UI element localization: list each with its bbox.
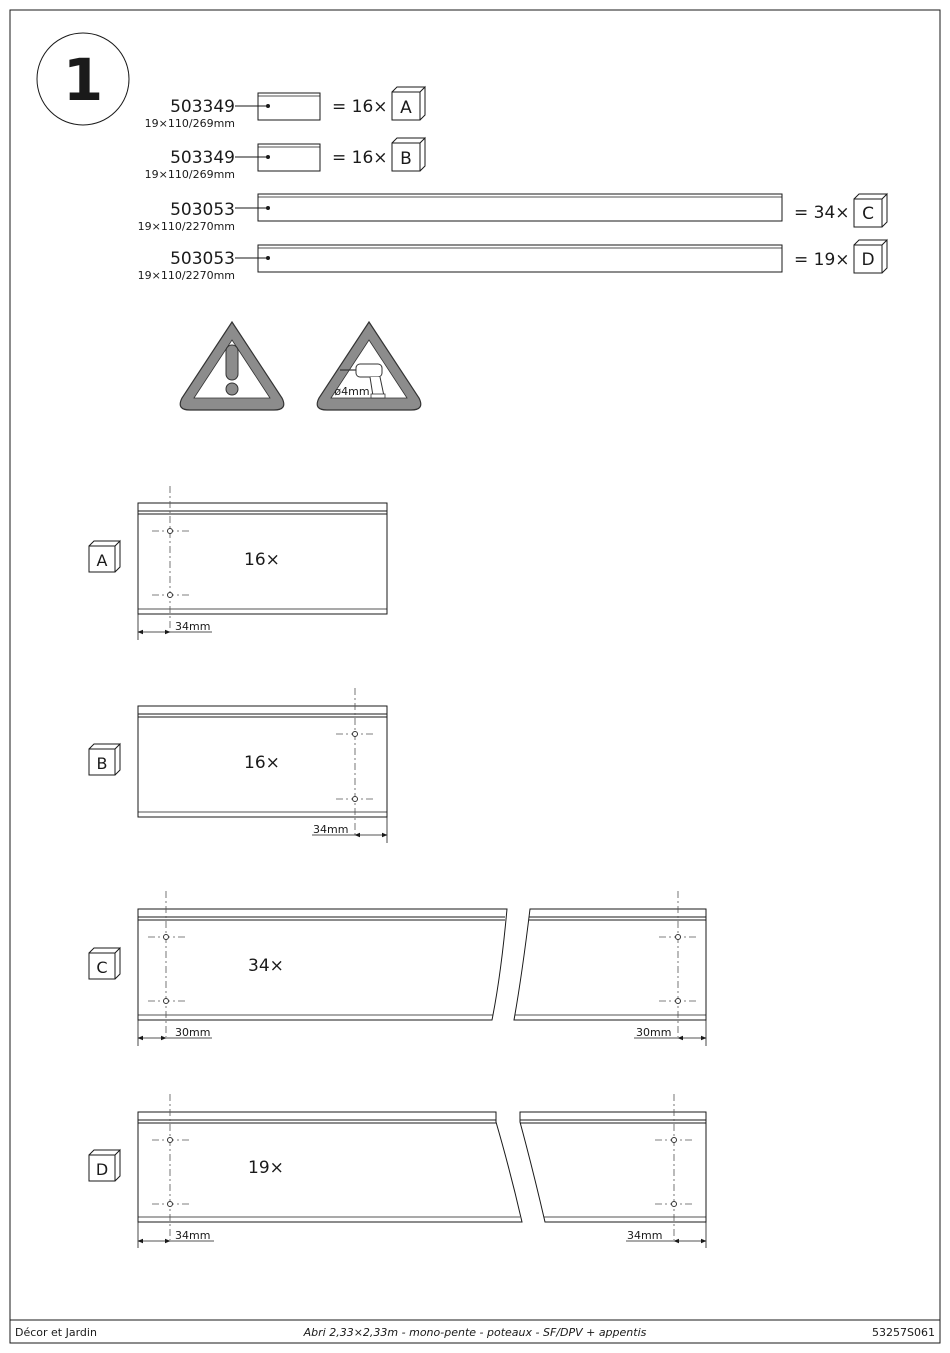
step-badge	[37, 33, 129, 125]
footer-code: 53257S061	[872, 1326, 935, 1339]
part-row-a	[145, 87, 425, 130]
part-dims: 19×110/2270mm	[137, 220, 235, 233]
part-qty: = 19×	[794, 250, 850, 270]
label-box-icon	[89, 744, 120, 775]
footer-brand: Décor et Jardin	[15, 1326, 97, 1339]
dimension-label: 34mm	[175, 620, 211, 633]
part-ref: 503349	[170, 97, 235, 117]
label-box-icon	[854, 240, 887, 273]
detail-a	[89, 486, 387, 640]
part-dims: 19×110/269mm	[144, 117, 235, 130]
drill-hole	[353, 797, 358, 802]
drill-warning-icon	[317, 322, 421, 410]
label-box-icon	[854, 194, 887, 227]
detail-label: A	[96, 551, 108, 570]
detail-count: 19×	[248, 1158, 284, 1178]
drill-size-label: ø4mm	[334, 385, 370, 398]
drill-hole	[168, 593, 173, 598]
part-ref: 503053	[170, 249, 235, 269]
drill-hole	[168, 1138, 173, 1143]
detail-count: 16×	[244, 753, 280, 773]
part-row-d	[138, 240, 887, 282]
footer-title: Abri 2,33×2,33m - mono-pente - poteaux - SF/DPV + appentis	[303, 1326, 647, 1339]
board-long-icon	[258, 245, 782, 272]
part-qty: = 16×	[332, 97, 388, 117]
part-ref: 503053	[170, 200, 235, 220]
part-row-b	[145, 138, 425, 181]
board-d-right	[520, 1112, 706, 1222]
step-number: 1	[62, 46, 104, 114]
part-label: A	[400, 98, 412, 118]
board-long-icon	[258, 194, 782, 221]
drill-hole	[676, 935, 681, 940]
label-box-icon	[89, 948, 120, 979]
part-qty: = 34×	[794, 203, 850, 223]
exclamation-warning-icon	[180, 322, 284, 410]
detail-label: B	[96, 754, 108, 773]
drill-hole	[164, 935, 169, 940]
dimension-label-left: 30mm	[175, 1026, 211, 1039]
drill-hole	[672, 1138, 677, 1143]
part-ref: 503349	[170, 148, 235, 168]
dimension-label-right: 30mm	[636, 1026, 672, 1039]
label-box-icon	[89, 541, 120, 572]
detail-b	[89, 688, 387, 843]
detail-c	[89, 891, 706, 1046]
dimension-label-right: 34mm	[627, 1229, 663, 1242]
label-box-icon	[392, 138, 425, 171]
footer	[15, 1326, 935, 1339]
part-row-c	[138, 194, 887, 233]
detail-count: 16×	[244, 550, 280, 570]
part-qty: = 16×	[332, 148, 388, 168]
part-label: B	[400, 149, 412, 169]
label-box-icon	[89, 1150, 120, 1181]
label-box-icon	[392, 87, 425, 120]
part-dims: 19×110/2270mm	[137, 269, 235, 282]
board-c-left	[138, 909, 507, 1020]
dimension-label-left: 34mm	[175, 1229, 211, 1242]
drill-hole	[353, 732, 358, 737]
detail-d	[89, 1094, 706, 1248]
detail-label: C	[96, 958, 108, 977]
dimension-label: 34mm	[313, 823, 349, 836]
detail-label: D	[95, 1160, 109, 1179]
drill-hole	[164, 999, 169, 1004]
part-label: D	[861, 250, 875, 270]
part-label: C	[862, 204, 874, 224]
board-d-left	[138, 1112, 522, 1222]
drill-hole	[676, 999, 681, 1004]
part-dims: 19×110/269mm	[144, 168, 235, 181]
drill-hole	[168, 529, 173, 534]
detail-count: 34×	[248, 956, 284, 976]
drill-hole	[168, 1202, 173, 1207]
drill-hole	[672, 1202, 677, 1207]
